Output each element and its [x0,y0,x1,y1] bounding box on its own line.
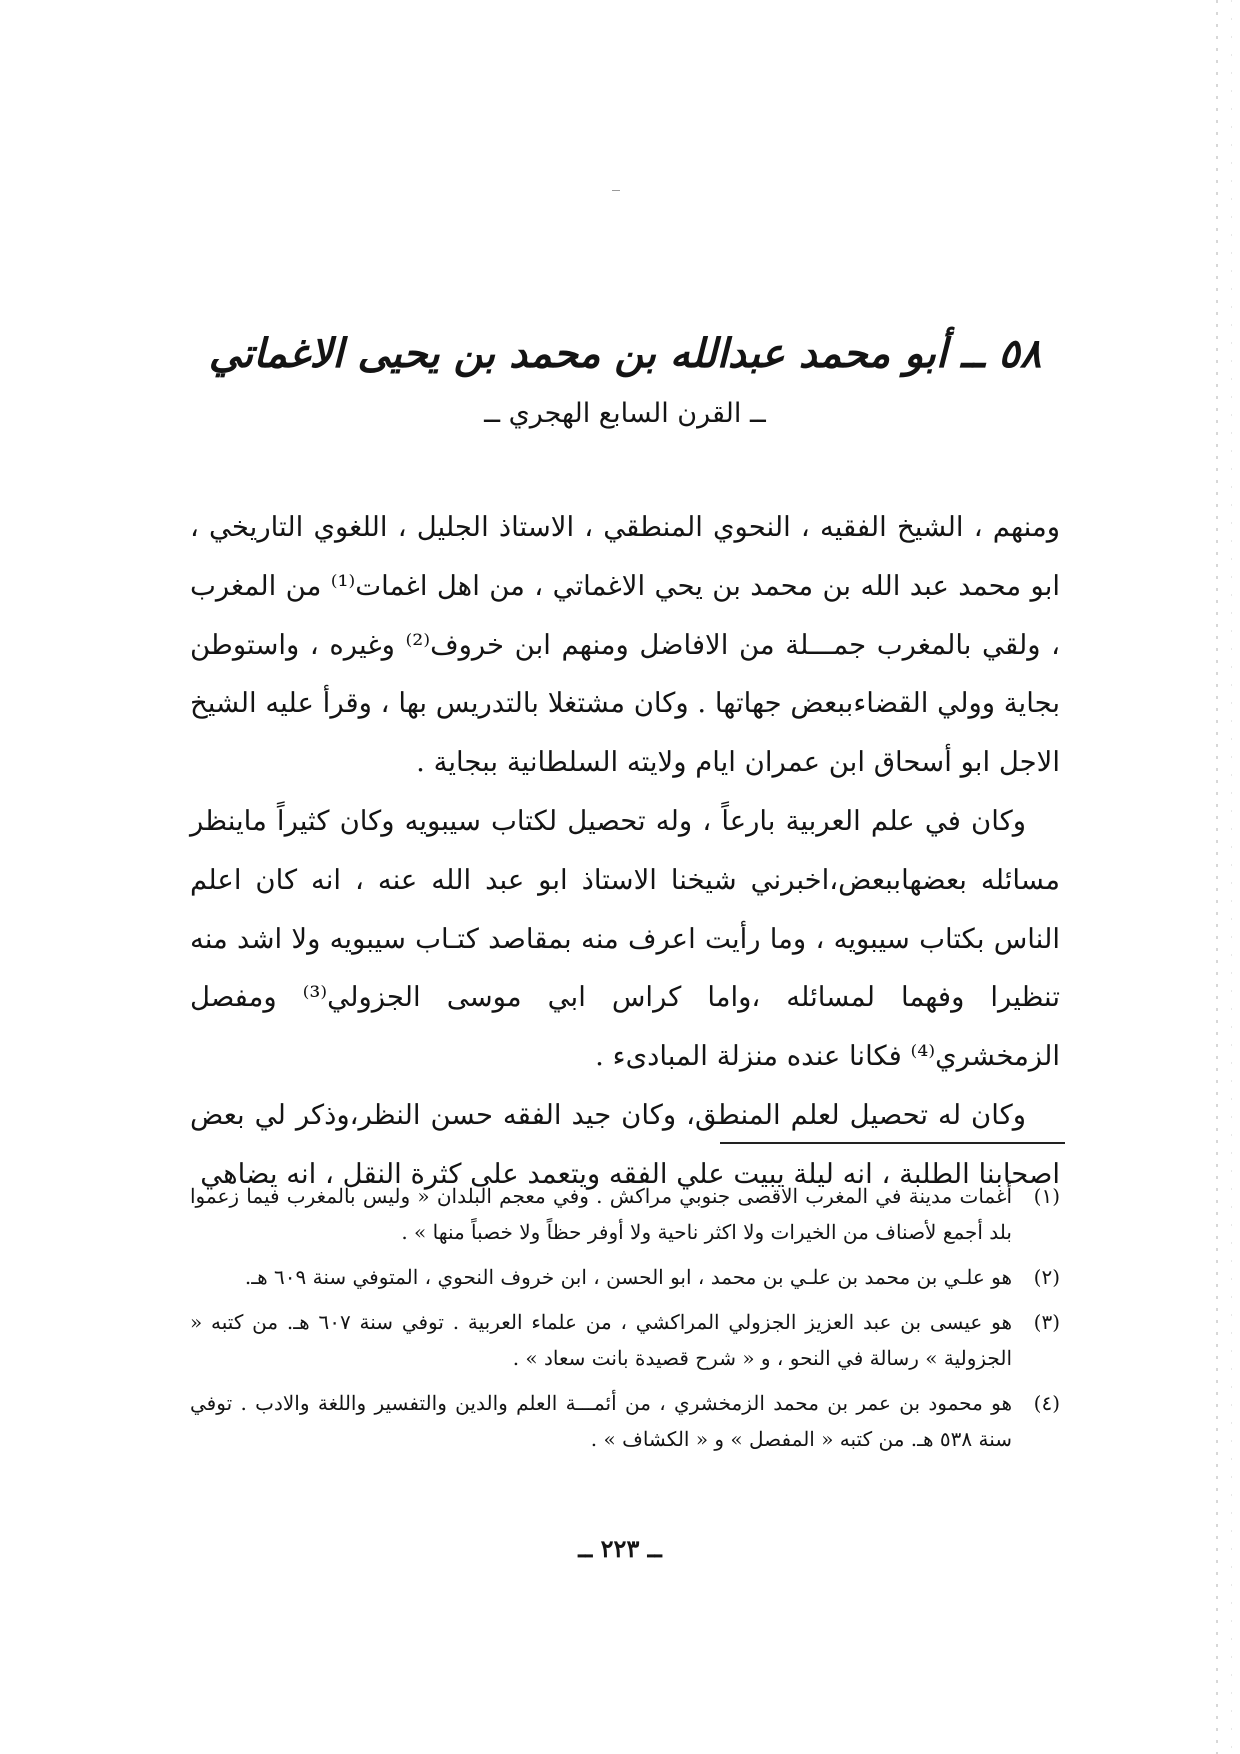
footnote-number: (٤) [1033,1391,1060,1415]
body-text [190,498,1060,1204]
paragraph-1: ومنهم ، الشيخ الفقيه ، النحوي المنطقي ، الاستاذ الجليل ، اللغوي التاريخي ، ابو محمد عبد الله بن محمد بن يحي الاغماتي ، من اهل اغمات⁽¹⁾ من المغرب ، ولقي بالمغرب جمـــلة من الافاضل ومنهم ابن خروف⁽²⁾ وغيره ، واستوطن بجاية وولي القضاءببعض جهاتها . وكان مشتغلا بالتدريس بها ، وقرأ عليه الشيخ الاجل ابو أسحاق ابن عمران ايام ولايته السلطانية ببجاية . [190,511,1061,779]
footnote-3 [190,1304,1060,1376]
footnote-number: (٣) [1033,1310,1060,1334]
footnote-number: (١) [1033,1184,1060,1208]
scan-edge-artifact [1216,0,1218,1754]
footnote-text: أغمات مدينة في المغرب الاقصى جنوبي مراكش . وفي معجم البلدان « وليس بالمغرب فيما زعموا بلد أجمع لأصناف من الخيرات ولا اكثر ناحية ولا أوفر حظاً ولا خصباً منها » . [190,1184,1012,1244]
footnote-4 [190,1385,1060,1457]
footnote-1 [190,1178,1060,1250]
scan-tick-mark [612,190,620,191]
footnote-2 [190,1259,1060,1295]
footnote-text: هو محمود بن عمر بن محمد الزمخشري ، من أئمـــة العلم والدين والتفسير واللغة والادب . توفي سنة ٥٣٨ هـ. من كتبه « المفصل » و « الكشاف » . [190,1391,1012,1451]
footnote-number: (٢) [1033,1265,1060,1289]
century-subtitle: ــ القرن السابع الهجري ــ [484,398,766,429]
footnote-text: هو علـي بن محمد بن علـي بن محمد ، ابو الحسن ، ابن خروف النحوي ، المتوفي سنة ٦٠٩ هـ. [244,1265,1012,1289]
paragraph-3: وكان له تحصيل لعلم المنطق، وكان جيد الفقه حسن النظر،وذكر لي بعض اصحابنا الطلبة ، انه ليلة يبيت علي الفقه ويتعمد على كثرة النقل ، انه يضاهي [190,1098,1060,1190]
footnote-divider [720,1142,1065,1144]
scan-edge-artifact-secondary [1231,0,1232,1754]
footnote-text: هو عيسى بن عبد العزيز الجزولي المراكشي ، من علماء العربية . توفي سنة ٦٠٧ هـ. من كتبه « الجزولية » رسالة في النحو ، و « شرح قصيدة بانت سعاد » . [190,1310,1012,1370]
biography-title: ٥٨ ــ أبو محمد عبدالله بن محمد بن يحيى الاغماتي [208,330,1042,377]
paragraph-2: وكان في علم العربية بارعاً ، وله تحصيل لكتاب سيبويه وكان كثيراً ماينظر مسائله بعضهاببعض،اخبرني شيخنا الاستاذ ابو عبد الله عنه ، انه كان اعلم الناس بكتاب سيبويه ، وما رأيت اعرف منه بمقاصد كتـاب سيبويه ولا اشد منه تنظيرا وفهما لمسائله ،واما كراس ابي موسى الجزولي⁽³⁾ ومفصل الزمخشري⁽⁴⁾ فكانا عنده منزلة المبادىء . [190,804,1061,1073]
footnotes [190,1178,1060,1466]
page-number: ــ ٢٢٣ ــ [578,1534,662,1563]
